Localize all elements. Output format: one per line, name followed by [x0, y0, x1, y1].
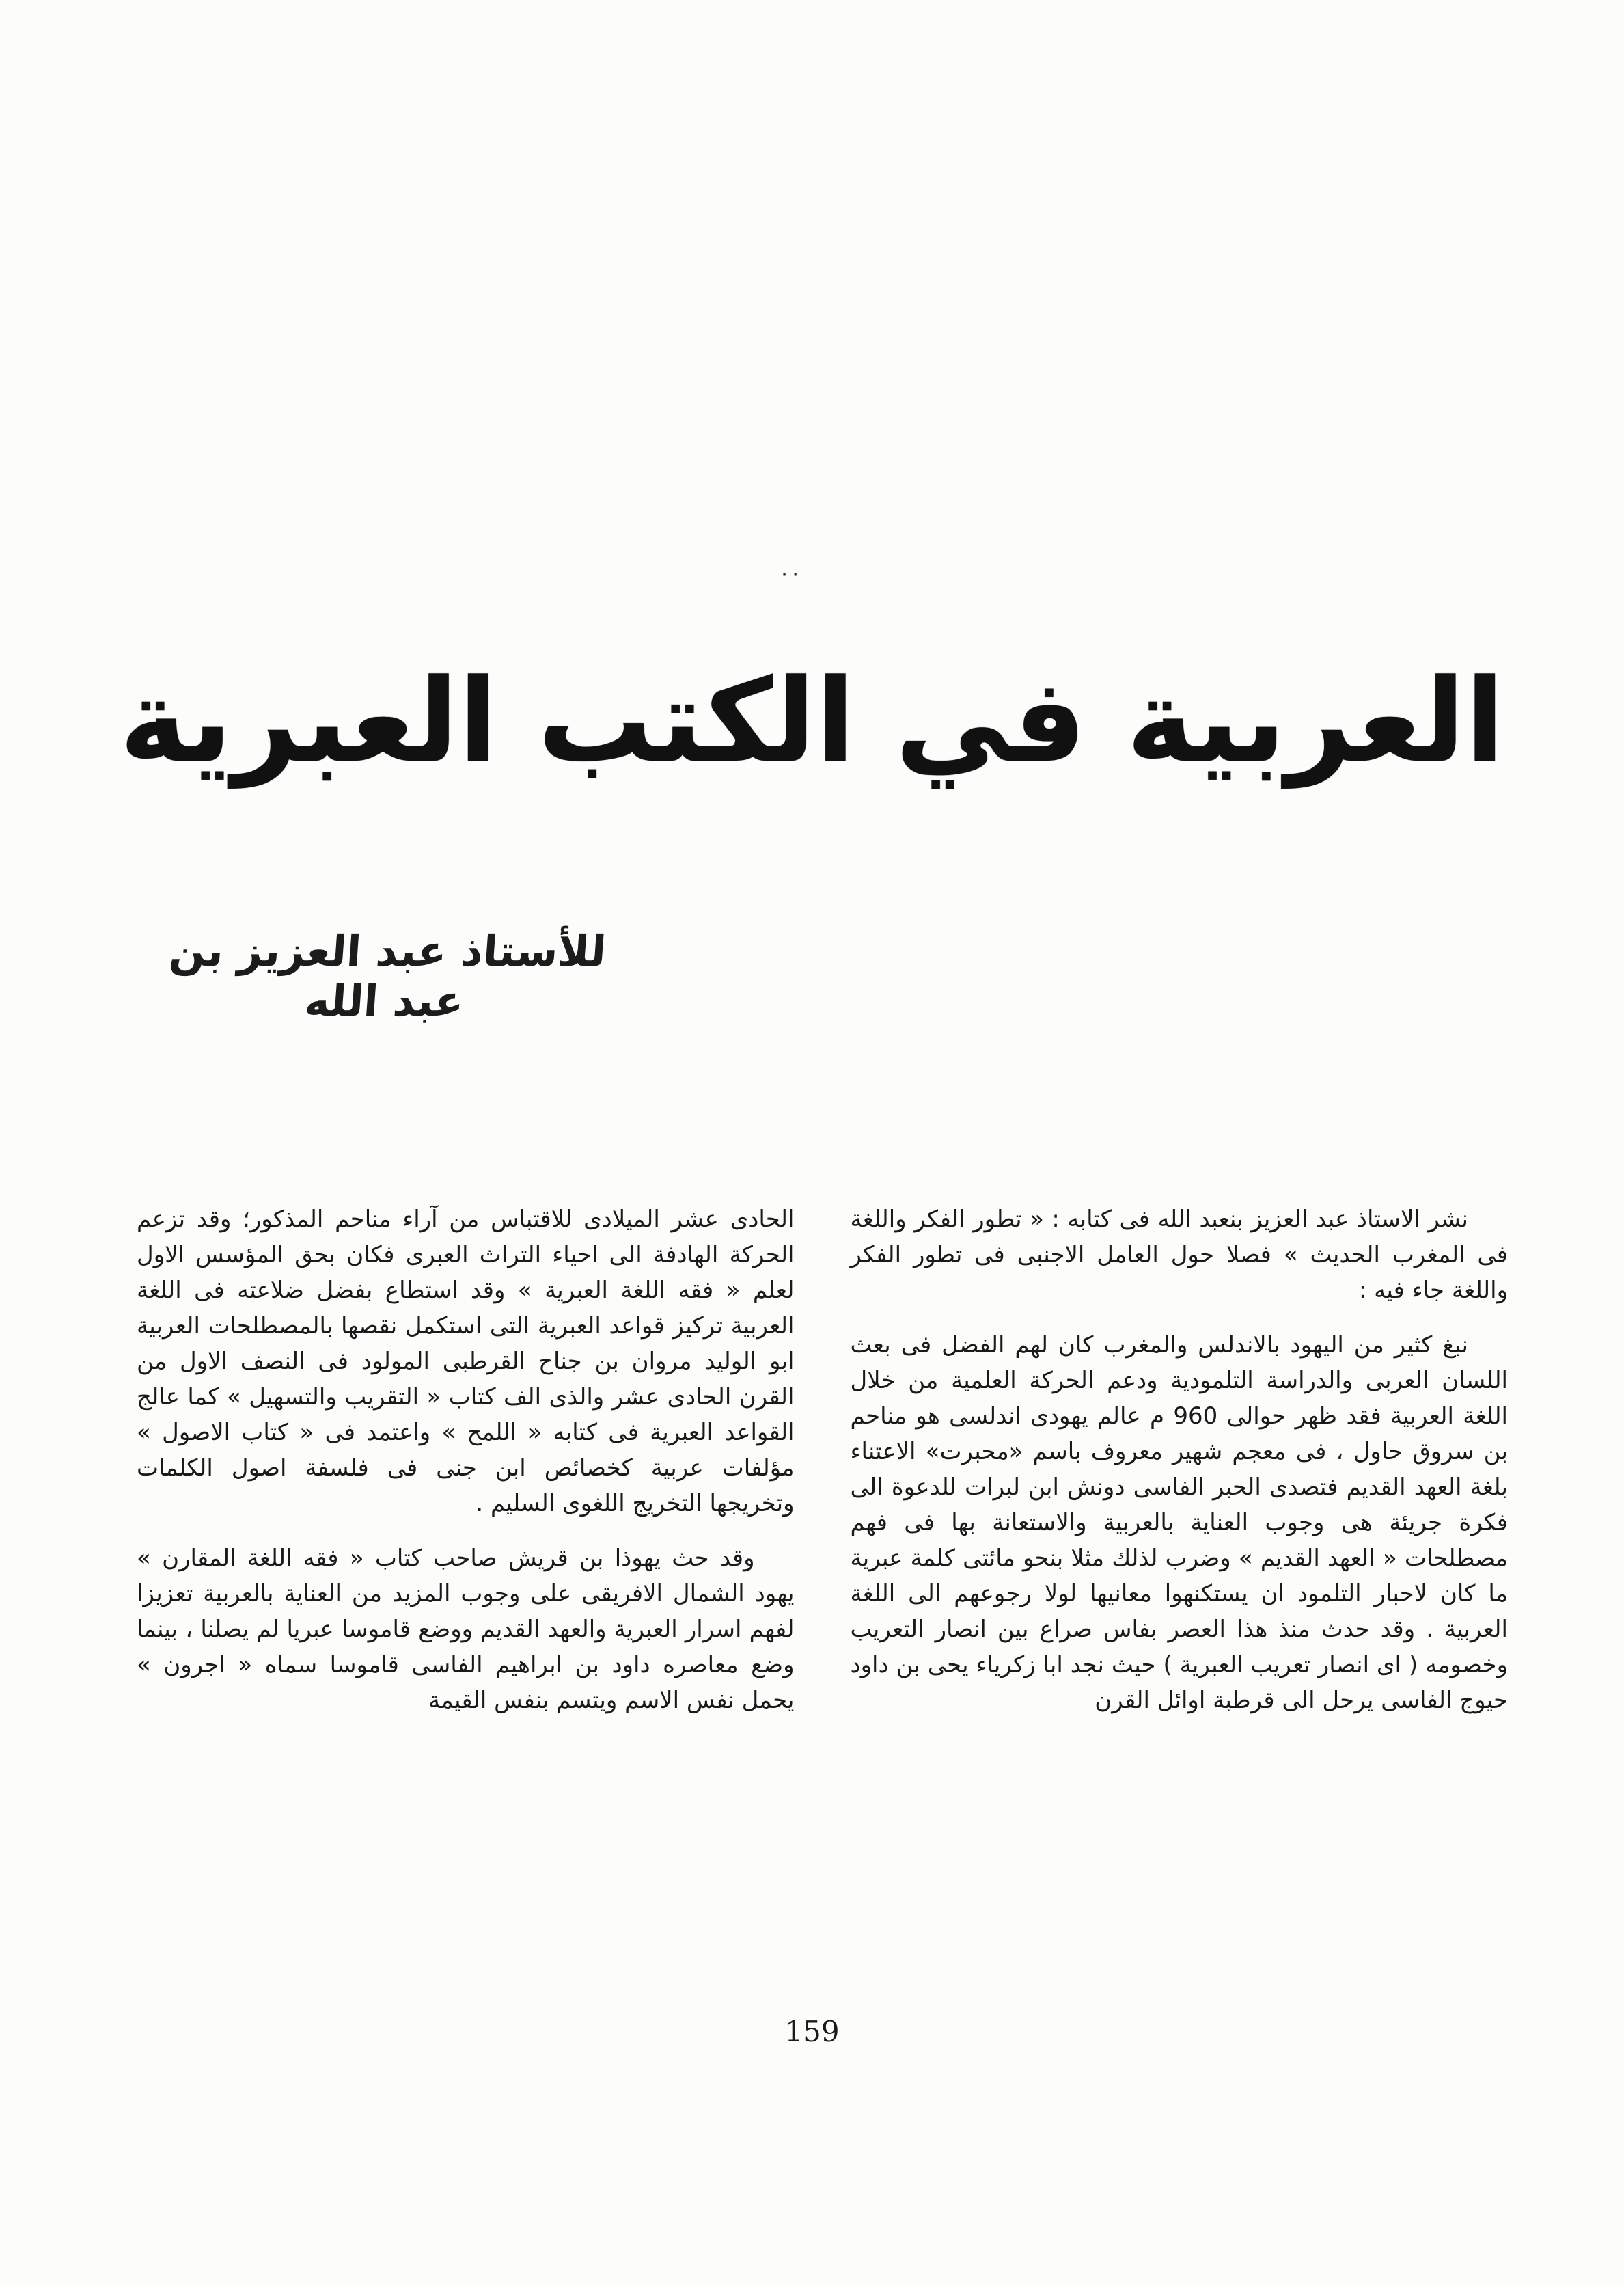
page-number: 159 [784, 2015, 840, 2048]
body-column-right [851, 1201, 1509, 1737]
paragraph: نشر الاستاذ عبد العزيز بنعبد الله فى كتابه : « تطور الفكر واللغة فى المغرب الحديث » فصلا حول العامل الاجنبى فى تطور الفكر واللغة جاء فيه : [850, 1206, 1508, 1304]
scan-speck: ٠٠ [779, 562, 801, 586]
article-body [137, 1201, 1508, 1737]
paragraph: الحادى عشر الميلادى للاقتباس من آراء مناحم المذكور؛ وقد تزعم الحركة الهادفة الى احياء التراث العبرى فكان بحق المؤسس الاول لعلم « فقه اللغة العبرية » وقد استطاع بفضل ضلاعته فى اللغة العربية تركيز قواعد العبرية التى استكمل نقصها بالمصطلحات العربية ابو الوليد مروان بن جناح القرطبى المولود فى النصف الاول من القرن الحادى عشر والذى الف كتاب « التقريب والتسهيل » كما عالج القواعد العبرية فى كتابه « اللمح » واعتمد فى « كتاب الاصول » مؤلفات عربية كخصائص ابن جنى فى فلسفة اصول الكلمات وتخريجها التخريج اللغوى السليم . [137, 1206, 795, 1517]
paragraph: نبغ كثير من اليهود بالاندلس والمغرب كان لهم الفضل فى بعث اللسان العربى والدراسة التلمودية ودعم الحركة العلمية من خلال اللغة العربية فقد ظهر حوالى 960 م عالم يهودى اندلسى هو مناحم بن سروق حاول ، فى معجم شهير معروف باسم «محبرت» الاعتناء بلغة العهد القديم فتصدى الحبر الفاسى دونش ابن لبرات للدعوة الى فكرة جريئة هى وجوب العناية بالعربية والاستعانة بها فى فهم مصطلحات « العهد القديم » وضرب لذلك مثلا بنحو مائتى كلمة عبرية ما كان لاحبار التلمود ان يستكنهوا معانيها لولا رجوعهم الى اللغة العربية . وقد حدث منذ هذا العصر بفاس صراع بين انصار التعريب وخصومه ( اى انصار تعريب العبرية ) حيث نجد ابا زكرياء يحى بن داود حيوج الفاسى يرحل الى قرطبة اوائل القرن [850, 1331, 1508, 1714]
article-title: العربية في الكتب العبرية [119, 653, 1505, 788]
paragraph: وقد حث يهوذا بن قريش صاحب كتاب « فقه اللغة المقارن » يهود الشمال الافريقى على وجوب المزيد من العناية بالعربية تعزيزا لفهم اسرار العبرية والعهد القديم ووضع قاموسا عبريا لم يصلنا ، بينما وضع معاصره داود بن ابراهيم الفاسى قاموسا سماه « اجرون » يحمل نفس الاسم ويتسم بنفس القيمة [137, 1545, 795, 1714]
body-column-left [137, 1201, 795, 1737]
author-byline: للأستاذ عبد العزيز بن عبد الله [167, 926, 608, 1026]
